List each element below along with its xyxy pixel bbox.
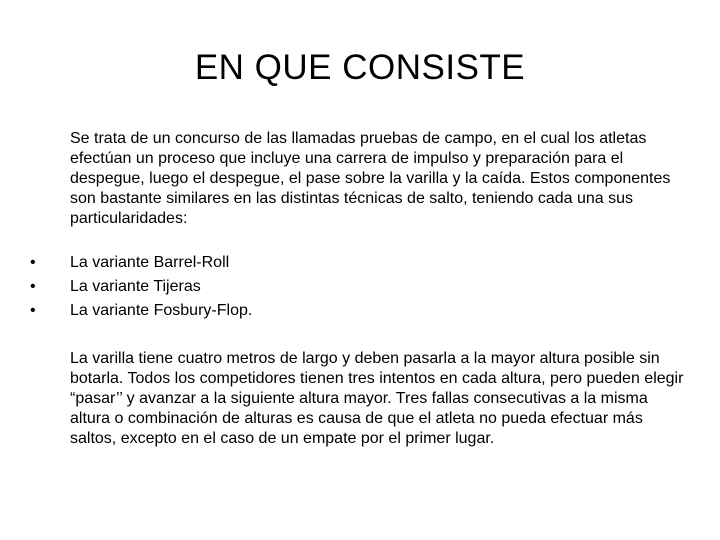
- bullet-icon: •: [30, 278, 36, 295]
- slide-title: EN QUE CONSISTE: [194, 48, 526, 87]
- list-item: [0, 301, 252, 325]
- list-item: [0, 277, 252, 301]
- bullet-icon: •: [30, 254, 36, 271]
- rules-paragraph: La varilla tiene cuatro metros de largo y deben pasarla a la mayor altura posible sin botarla. Todos los competidores tienen tres intentos en cada altura, pero pueden elegir “pasar’’ y avanzar a la siguiente altura mayor. Tres fallas consecutivas a la misma altura o combinación de alturas es causa de que el atleta no pueda efectuar más saltos, excepto en el caso de un empate por el primer lugar.: [70, 350, 684, 447]
- intro-paragraph: Se trata de un concurso de las llamadas pruebas de campo, en el cual los atletas efectúan un proceso que incluye una carrera de impulso y preparación para el despegue, luego el despegue, el pase sobre la varilla y la caída. Estos componentes son bastante similares en las distintas técnicas de salto, teniendo cada una sus particularidades:: [70, 130, 671, 227]
- bullet-icon: •: [30, 302, 36, 319]
- list-item-label: La variante Barrel-Roll: [70, 254, 230, 271]
- list-item-label: La variante Tijeras: [70, 278, 201, 295]
- list-item: [0, 253, 252, 277]
- list-item-label: La variante Fosbury-Flop.: [70, 302, 253, 319]
- technique-list: [0, 253, 252, 325]
